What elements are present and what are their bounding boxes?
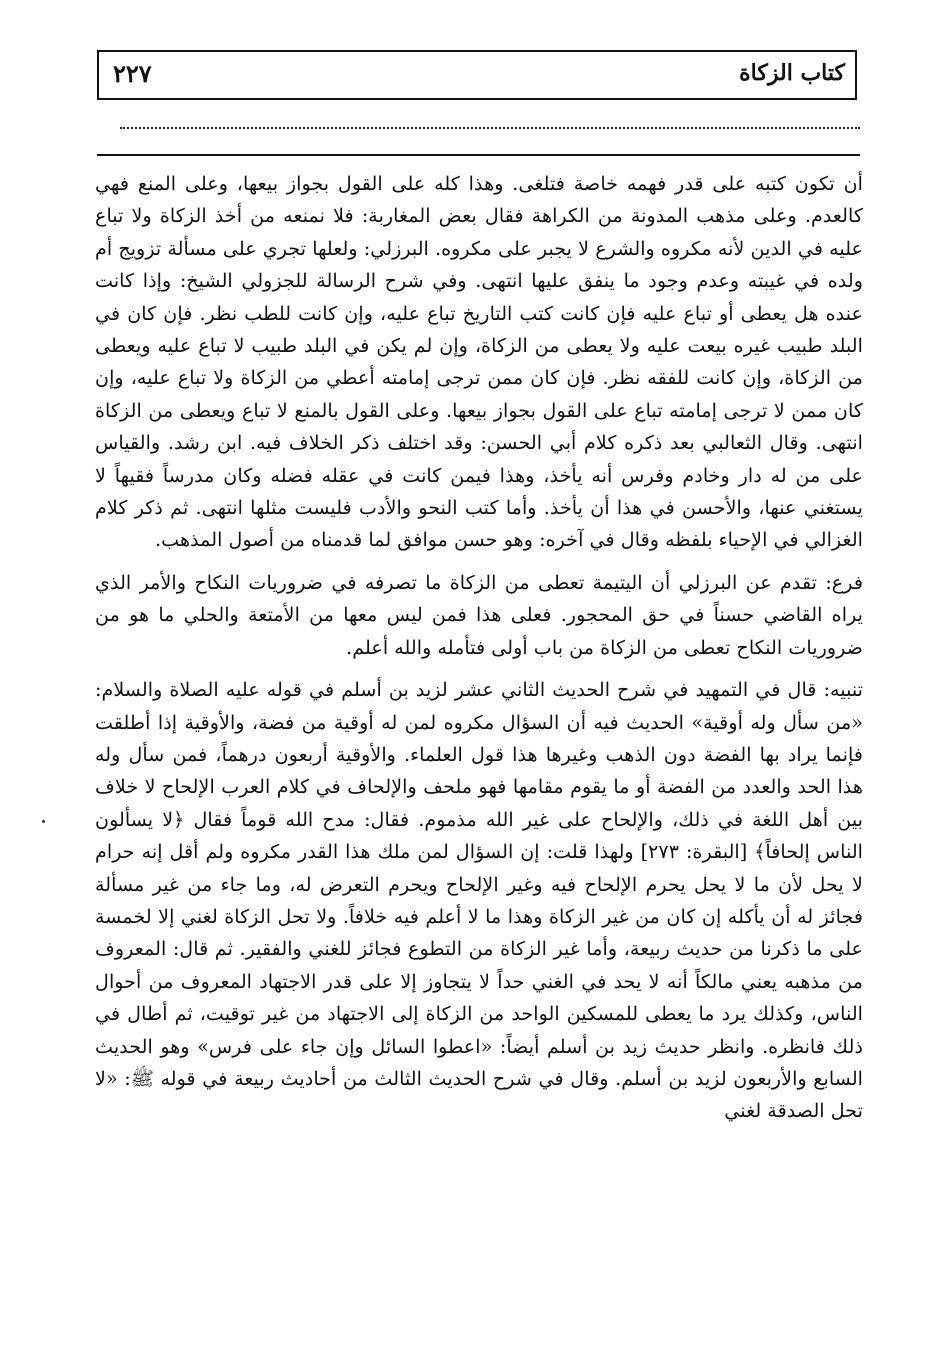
header-rule [97,154,860,156]
paragraph-far-orphan: فرع: تقدم عن البرزلي أن اليتيمة تعطى من الزكاة ما تصرفه في ضروريات النكاح والأمر الذي يراه القاضي حسناً في حق المحجور. فعلى هذا فمن ليس معها من الأمتعة والحلي ما هو من ضروريات النكاح تعطى من الزكاة من باب أولى فتأمله والله أعلم. [95,570,863,659]
paragraph-books-zakat: أن تكون كتبه على قدر فهمه خاصة فتلغى. وهذا كله على القول بجواز بيعها، وعلى المنع فهي كالعدم. وعلى مذهب المدونة من الكراهة فقال بعض المغاربة: فلا نمنعه من أخذ الزكاة ولا تباع عليه في الدين لأنه مكروه والشرع لا يجبر على مكروه. البرزلي: ولعلها تجري على مسألة تزويج أم ولده في غيبته وعدم وجود ما ينفق عليها انتهى. وفي شرح الرسالة للجزولي الشيخ: وإذا كانت عنده هل يعطى أو تباع عليه فإن كانت كتب التاريخ تباع عليه، وإن كانت للطب نظر. فإن كان في البلد طبيب غيره بيعت عليه ولا يعطى من الزكاة، وإن لم يكن في البلد طبيب لا تباع عليه ويعطى من الزكاة، وإن كانت للفقه نظر. فإن كان ممن ترجى إمامته أعطي من الزكاة ولا تباع عليه، وإن كان ممن لا ترجى إمامته تباع على القول بجواز بيعها. وعلى القول بالمنع لا تباع ويعطى من الزكاة انتهى. وقال الثعالبي بعد ذكره كلام أبي الحسن: وقد اختلف ذكر الخلاف فيه. ابن رشد. والقياس على من له دار وخادم وفرس أنه يأخذ، وهذا فيمن كانت في عقله فضله وكان مدرساً فقيهاً لا يستغني عنها، والأحسن في هذا أن يأخذ. وأما كتب النحو والأدب فليست مثلها انتهى. ثم ذكر كلام الغزالي في الإحياء بلفظه وقال في آخره: وهو حسن موافق لما قدمناه من أصول المذهب. [95,172,863,552]
main-text [95,168,863,1128]
dotted-separator [120,127,860,129]
margin-speck [42,820,45,823]
page-number: ٢٢٧ [113,59,152,88]
paragraph-tanbih-begging: تنبيه: قال في التمهيد في شرح الحديث الثاني عشر لزيد بن أسلم في قوله عليه الصلاة والسلام: «من سأل وله أوقية» الحديث فيه أن السؤال مكروه لمن له أوقية من فضة، والأوقية إذا أطلقت فإنما يراد بها الفضة دون الذهب وغيرها هذا قول العلماء. والأوقية أربعون درهماً، فمن سأل وله هذا الحد والعدد من الفضة أو ما يقوم مقامها فهو ملحف والإلحاف في كلام العرب الإلحاح لا خلاف بين أهل اللغة في ذلك، والإلحاح على غير الله مذموم. فقال: مدح الله قوماً فقال ﴿لا يسألون الناس إلحافاً﴾ [البقرة: ٢٧٣] ولهذا قلت: إن السؤال لمن ملك هذا القدر مكروه ولم أقل إنه حرام لا يحل لأن ما لا يحل يحرم الإلحاح فيه وغير الإلحاح ويحرم التعرض له، وما جاء من غير مسألة فجائز له أن يأكله إن كان من غير الزكاة وهذا ما لا أعلم فيه خلافاً. ولا تحل الزكاة لغني إلا لخمسة على ما ذكرنا من حديث ربيعة، وأما غير الزكاة من التطوع فجائز للغني والفقير. ثم قال: المعروف من مذهبه يعني مالكاً أنه لا يحد في الغني حداً لا يتجاوز إلا على قدر الاجتهاد المعروف من أحوال الناس، وكذلك يرد ما يعطى للمسكين الواحد من الزكاة إلى الاجتهاد من غير توقيت، ثم أطال في ذلك فانظره. وانظر حديث زيد بن أسلم أيضاً: «اعطوا السائل وإن جاء على فرس» وهو الحديث السابع والأربعون لزيد بن أسلم. وقال في شرح الحديث الثالث من أحاديث ربيعة في قوله ﷺ: «لا تحل الصدقة لغني [95,678,863,1123]
chapter-title: كتاب الزكاة [739,60,845,86]
running-header [97,50,857,100]
